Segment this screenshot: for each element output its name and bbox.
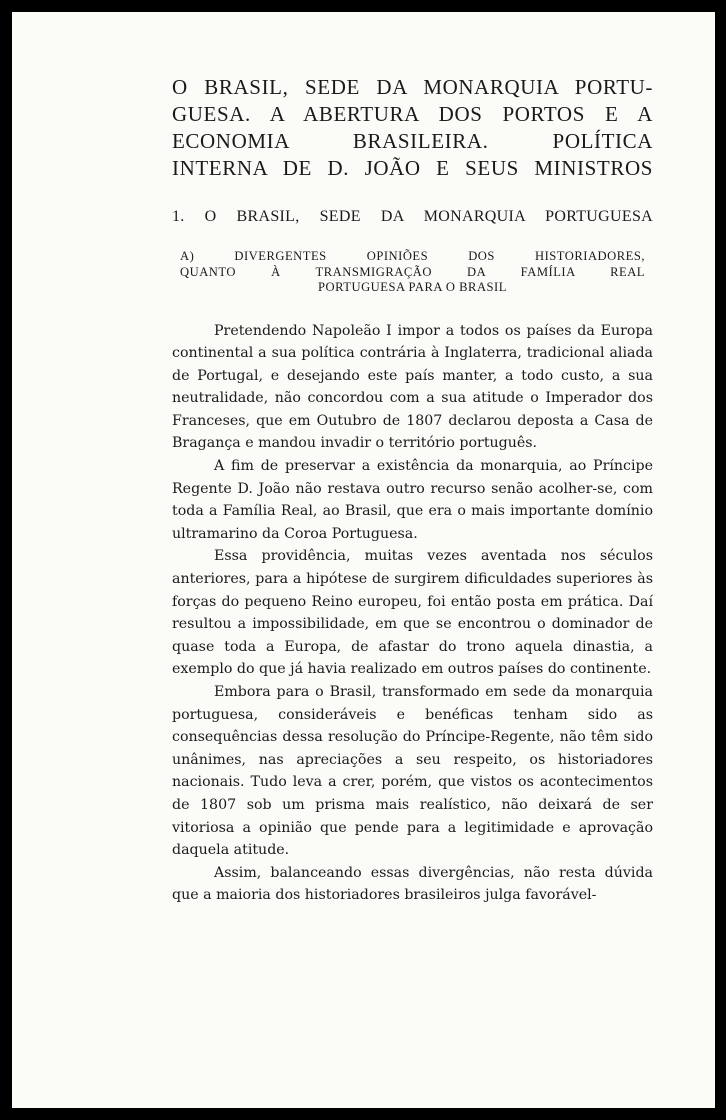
section-heading: 1. O BRASIL, SEDE DA MONARQUIA PORTUGUESA <box>172 208 653 225</box>
subsection-line: PORTUGUESA PARA O BRASIL <box>318 280 507 294</box>
page-content <box>172 74 653 907</box>
paragraph: Embora para o Brasil, transformado em sede da monarquia portuguesa, consideráveis e benéficas tenham sido as consequências dessa resolução do Príncipe-Regente, não têm sido unânimes, nas apreciações a seu respeito, os historiadores nacionais. Tudo leva a crer, porém, que vistos os acontecimentos de 1807 sob um prisma mais realístico, não deixará de ser vitoriosa a opinião que pende para a legitimidade e aprovação daquela atitude. <box>172 684 653 859</box>
paragraph: Essa providência, muitas vezes aventada nos séculos anteriores, para a hipótese de surgirem dificuldades superiores às forças do pequeno Reino europeu, foi então posta em prática. Daí resultou a impossibilidade, em que se encontrou o dominador de quase toda a Europa, de afastar do trono aquela dinastia, a exemplo do que já havia realizado em outros países do continente. <box>172 548 653 678</box>
chapter-title-line: INTERNA DE D. JOÃO E SEUS MINISTROS <box>172 156 653 180</box>
chapter-title-line: O BRASIL, SEDE DA MONARQUIA PORTU- <box>172 75 653 99</box>
subsection-heading <box>180 249 645 296</box>
chapter-title-line: ECONOMIA BRASILEIRA. POLÍTICA <box>172 129 653 153</box>
chapter-title-line: GUESA. A ABERTURA DOS PORTOS E A <box>172 102 653 126</box>
paragraph: Pretendendo Napoleão I impor a todos os países da Europa continental a sua política contrária à Inglaterra, tradicional aliada de Portugal, e desejando este país manter, a todo custo, a sua neutralidade, não concordou com a sua atitude o Imperador dos Franceses, que em Outubro de 1807 declarou deposta a Casa de Bragança e mandou invadir o território português. <box>172 322 653 452</box>
body-text <box>172 320 653 907</box>
chapter-title <box>172 74 653 182</box>
paragraph: A fim de preservar a existência da monarquia, ao Príncipe Regente D. João não restava outro recurso senão acolher-se, com toda a Família Real, ao Brasil, que era o mais importante domínio ultramarino da Coroa Portuguesa. <box>172 458 653 542</box>
subsection-line: QUANTO À TRANSMIGRAÇÃO DA FAMÍLIA REAL <box>180 264 645 279</box>
book-page <box>12 12 715 1108</box>
subsection-line: A) DIVERGENTES OPINIÕES DOS HISTORIADORES, <box>180 249 645 263</box>
paragraph: Assim, balanceando essas divergências, não resta dúvida que a maioria dos historiadores brasileiros julga favorável- <box>172 864 653 904</box>
